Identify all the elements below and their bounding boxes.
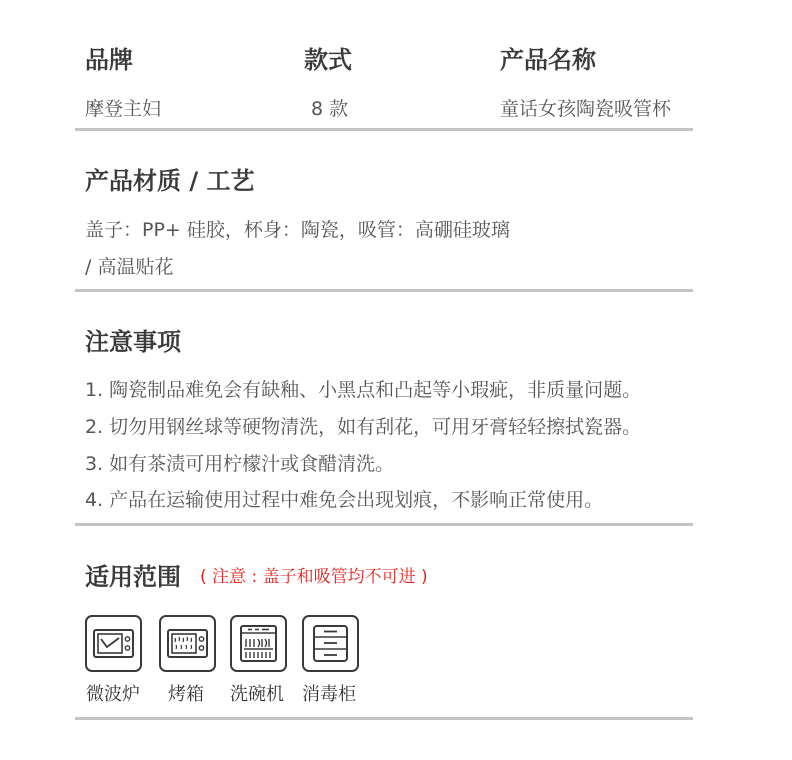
divider <box>75 717 693 720</box>
product-name-label: 产品名称 <box>500 46 596 74</box>
usage-warning-note: ( 注意 : 盖子和吸管均不可进 ) <box>200 567 428 587</box>
sterilizer-cabinet-icon <box>302 615 359 672</box>
note-item: 3. 如有茶渍可用柠檬汁或食醋清洗。 <box>85 453 395 475</box>
brand-label: 品牌 <box>85 46 133 74</box>
usage-title: 适用范围 <box>85 563 181 591</box>
usage-item-label: 烤箱 <box>168 684 204 705</box>
style-value: 8 款 <box>311 98 349 120</box>
usage-item-label: 消毒柜 <box>302 684 356 705</box>
divider <box>75 289 693 292</box>
style-label: 款式 <box>304 46 352 74</box>
note-item: 2. 切勿用钢丝球等硬物清洗，如有刮花，可用牙膏轻轻擦拭瓷器。 <box>85 416 642 438</box>
usage-item-label: 洗碗机 <box>230 684 284 705</box>
microwave-icon <box>85 615 142 672</box>
material-line-1: 盖子：PP+ 硅胶，杯身：陶瓷，吸管：高硼硅玻璃 <box>85 219 510 241</box>
oven-icon <box>159 615 216 672</box>
dishwasher-icon <box>230 615 287 672</box>
divider <box>75 128 693 131</box>
material-line-2: / 高温贴花 <box>85 256 174 278</box>
divider <box>75 523 693 526</box>
note-item: 4. 产品在运输使用过程中难免会出现划痕，不影响正常使用。 <box>85 489 604 511</box>
product-name-value: 童话女孩陶瓷吸管杯 <box>500 98 672 120</box>
usage-item-label: 微波炉 <box>86 684 140 705</box>
note-item: 1. 陶瓷制品难免会有缺釉、小黑点和凸起等小瑕疵，非质量问题。 <box>85 379 642 401</box>
brand-value: 摩登主妇 <box>85 98 162 120</box>
material-title: 产品材质 / 工艺 <box>85 167 255 195</box>
notes-title: 注意事项 <box>85 328 181 356</box>
